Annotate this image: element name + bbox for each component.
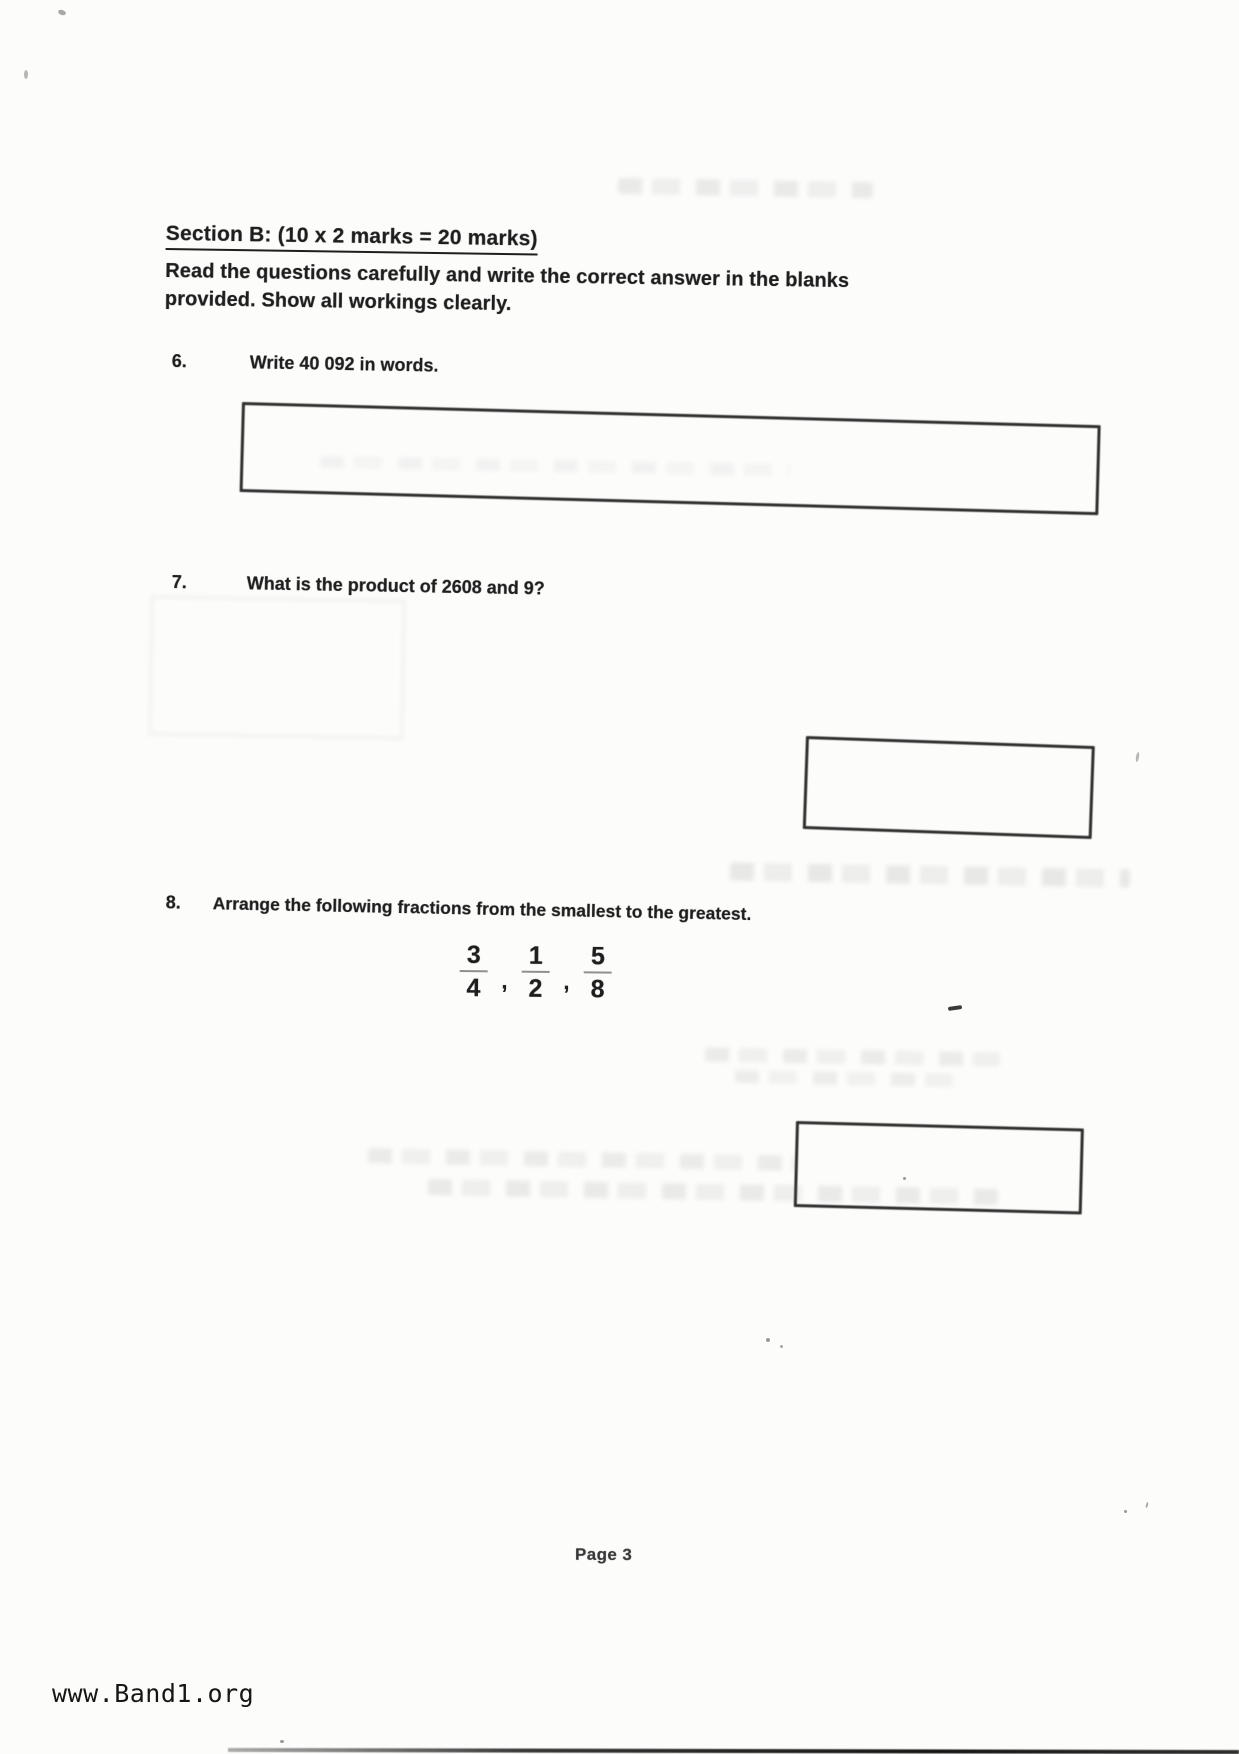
bleedthrough-ghost <box>705 1047 1000 1066</box>
question-8-number: 8. <box>165 892 181 913</box>
fraction-denominator: 4 <box>466 974 481 1003</box>
question-7-number: 7. <box>171 572 187 593</box>
scan-speck <box>24 70 28 79</box>
section-header <box>165 222 996 325</box>
fraction-one-half <box>521 943 550 1002</box>
scan-speck <box>1135 752 1140 762</box>
scan-speck <box>57 9 66 16</box>
scan-speck <box>766 1338 770 1342</box>
instructions-line-2: provided. Show all workings clearly. <box>164 287 512 316</box>
fraction-denominator: 2 <box>528 974 543 1003</box>
fraction-separator: , <box>501 967 508 994</box>
bleedthrough-ghost <box>730 863 1130 888</box>
section-instructions <box>165 257 996 325</box>
scan-dash <box>948 1005 962 1011</box>
fraction-denominator: 8 <box>590 975 605 1004</box>
question-8-text: Arrange the following fractions from the smallest to the greatest. <box>212 893 752 925</box>
page-number: Page 3 <box>574 1544 633 1565</box>
fraction-numerator: 3 <box>460 942 488 972</box>
bleedthrough-ghost <box>735 1070 960 1087</box>
question-6-number: 6. <box>171 351 187 372</box>
scan-speck <box>780 1345 783 1348</box>
fraction-list <box>457 942 614 1003</box>
bleedthrough-ghost <box>618 178 873 198</box>
fraction-five-eighths <box>583 943 612 1002</box>
scan-speck <box>280 1740 284 1743</box>
instructions-line-1: Read the questions carefully and write the correct answer in the blanks <box>165 259 850 293</box>
fraction-numerator: 5 <box>584 943 612 973</box>
question-6 <box>0 348 1239 400</box>
fraction-separator: , <box>563 968 570 994</box>
scan-speck <box>1145 1502 1148 1508</box>
question-6-text: Write 40 092 in words. <box>249 352 439 376</box>
scan-edge-line <box>228 1748 1239 1754</box>
site-watermark: www.Band1.org <box>52 1679 255 1708</box>
question-7-text: What is the product of 2608 and 9? <box>246 573 545 599</box>
fraction-numerator: 1 <box>522 943 550 973</box>
scan-speck <box>1124 1510 1127 1513</box>
answer-box-q7 <box>803 736 1095 839</box>
bleedthrough-ghost <box>149 596 405 739</box>
scan-speck <box>903 1177 906 1180</box>
bleedthrough-ghost <box>368 1148 798 1171</box>
fraction-three-quarters <box>459 942 488 1001</box>
question-8 <box>0 889 1239 944</box>
section-title: Section B: (10 x 2 marks = 20 marks) <box>166 222 538 256</box>
